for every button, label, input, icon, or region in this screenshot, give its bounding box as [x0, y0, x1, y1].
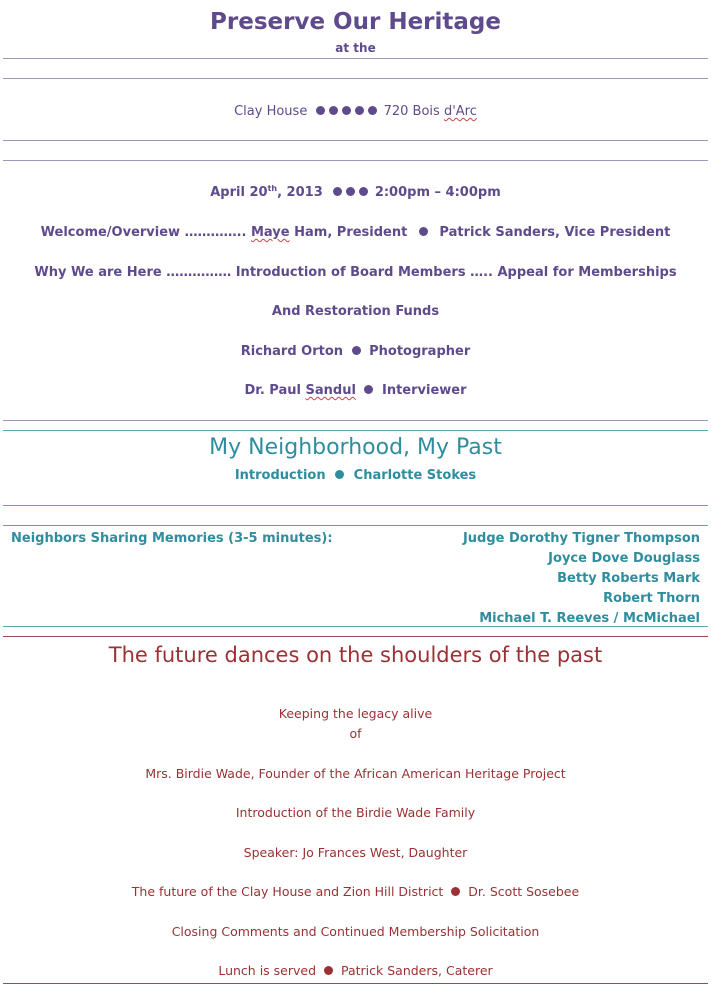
divider [3, 505, 708, 506]
welcome-first-name: Maye [251, 225, 290, 240]
bullet-icon [335, 470, 344, 479]
clay-house-future: The future of the Clay House and Zion Hill District [131, 884, 444, 899]
divider [3, 430, 708, 431]
speaker-item: Robert Thorn [603, 591, 700, 606]
divider [3, 420, 708, 421]
interviewer-line [0, 382, 711, 399]
neighborhood-intro-line [0, 467, 711, 484]
bullet-icon [419, 227, 428, 236]
intro-name: Charlotte Stokes [353, 468, 477, 483]
lunch-label: Lunch is served [218, 963, 317, 978]
event-date: April 20th, 2013 [210, 184, 323, 200]
venue-name: Clay House [234, 104, 308, 119]
venue-address-street: d'Arc [443, 104, 477, 119]
caterer: Patrick Sanders, Caterer [341, 963, 493, 978]
legacy-line-2: of [349, 726, 362, 741]
bullet-icon [314, 104, 383, 119]
intro-label: Introduction [234, 468, 326, 483]
welcome-label: Welcome/Overview ………….. [40, 225, 247, 240]
legacy-line-1: Keeping the legacy alive [278, 706, 433, 721]
restoration-line: And Restoration Funds [271, 304, 440, 319]
welcome-line [0, 224, 711, 241]
divider [3, 160, 708, 161]
interviewer-surname: Sandul [305, 383, 356, 398]
divider [3, 525, 708, 526]
event-time: 2:00pm – 4:00pm [374, 185, 501, 200]
bullet-icon [331, 185, 370, 200]
section-title-future: The future dances on the shoulders of the past [108, 643, 603, 667]
photographer-line [0, 343, 711, 360]
divider [3, 58, 708, 59]
divider [3, 636, 708, 637]
welcome-vice-president: Patrick Sanders, Vice President [439, 225, 671, 240]
subtitle: at the [335, 41, 376, 55]
interviewer-role: Interviewer [381, 383, 467, 398]
photographer-role: Photographer [369, 344, 471, 359]
speaker-item: Betty Roberts Mark [557, 571, 700, 586]
date-time-line [0, 184, 711, 201]
speaker-list [463, 530, 700, 630]
speaker-item: Michael T. Reeves / McMichael [479, 611, 700, 626]
lunch-line [0, 962, 711, 979]
family-intro-line: Introduction of the Birdie Wade Family [235, 805, 476, 820]
memories-label: Neighbors Sharing Memories (3-5 minutes): [11, 531, 333, 546]
interviewer-prefix: Dr. Paul [244, 383, 306, 398]
founder-line: Mrs. Birdie Wade, Founder of the African American Heritage Project [145, 766, 566, 781]
photographer-name: Richard Orton [240, 344, 344, 359]
section-title-neighborhood: My Neighborhood, My Past [209, 435, 502, 460]
bullet-icon [364, 385, 373, 394]
venue-address-number: 720 Bois [383, 104, 444, 119]
bullet-icon [451, 887, 460, 896]
speaker-item: Joyce Dove Douglass [548, 551, 700, 566]
bullet-icon [352, 346, 361, 355]
welcome-president: Ham, President [294, 225, 408, 240]
clay-house-future-line [0, 883, 711, 900]
why-line: Why We are Here …………… Introduction of Board Members ….. Appeal for Memberships [34, 265, 677, 280]
clay-house-speaker: Dr. Scott Sosebee [468, 884, 580, 899]
speaker-line: Speaker: Jo Frances West, Daughter [243, 845, 468, 860]
page-title: Preserve Our Heritage [210, 9, 501, 35]
divider [3, 140, 708, 141]
venue-line [0, 103, 711, 120]
divider [3, 983, 708, 984]
divider [3, 78, 708, 79]
closing-line: Closing Comments and Continued Membership Solicitation [171, 924, 540, 939]
bullet-icon [324, 966, 333, 975]
divider [3, 626, 708, 627]
speaker-item: Judge Dorothy Tigner Thompson [462, 531, 700, 546]
